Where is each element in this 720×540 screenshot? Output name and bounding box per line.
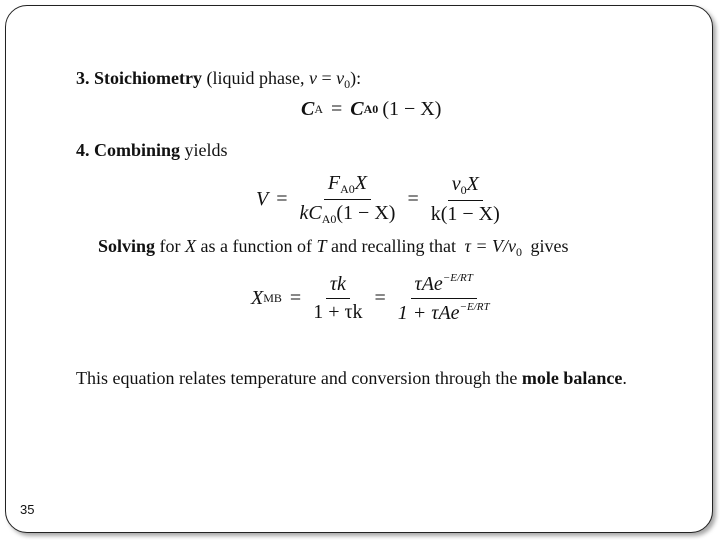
xmb-fraction-2 — [394, 272, 494, 325]
solving-line — [98, 236, 569, 260]
solving-t2: as a function of — [200, 236, 312, 256]
v-f1-den-b: (1 − X) — [336, 202, 396, 224]
page-number: 35 — [20, 502, 35, 517]
solving-t3: and recalling that — [331, 236, 456, 256]
xmb-f2-den-sup: −E/RT — [459, 301, 490, 313]
v-fraction-2 — [427, 173, 504, 226]
step3-line — [76, 68, 361, 92]
v-f2-num-sub: 0 — [460, 183, 467, 197]
step3-condition-lhs: v — [308, 68, 317, 88]
equation-xmb — [251, 272, 494, 325]
xmb-fraction-2-numerator — [411, 272, 477, 299]
ca-lhs-sub: A — [314, 102, 324, 116]
ca-equals: = — [331, 98, 343, 120]
v-fraction-2-denominator: k(1 − X) — [430, 203, 500, 225]
footer-bold: mole balance — [521, 368, 623, 388]
v-equals-2: = — [407, 188, 419, 210]
v-lhs: V — [256, 188, 269, 210]
xmb-equals-1: = — [289, 287, 302, 309]
step4-heading: Combining — [94, 140, 181, 160]
step3-condition-eq: = — [321, 68, 332, 88]
v-f2-num-b: X — [466, 173, 479, 195]
v-f2-num-a: v — [451, 173, 461, 195]
v-fraction-2-numerator — [448, 173, 483, 201]
xmb-fraction-1-denominator: 1 + τk — [313, 301, 363, 323]
ca-rhs-sub: A0 — [363, 102, 379, 116]
ca-tail: (1 − X) — [382, 98, 442, 120]
footer-sentence — [76, 368, 627, 389]
xmb-f2-num-sup: −E/RT — [442, 272, 473, 284]
slide — [5, 5, 713, 533]
solving-t4: gives — [530, 236, 569, 256]
solving-tau-sub: 0 — [516, 245, 523, 259]
solving-tau-equation: τ = V/v — [464, 236, 517, 256]
step3-condition-rhs-sub: 0 — [344, 77, 351, 91]
step3-note-open: (liquid phase, — [206, 68, 305, 88]
step4-tail: yields — [184, 140, 228, 160]
solving-t: T — [316, 236, 327, 256]
v-f1-num-a: F — [327, 172, 341, 194]
v-equals-1: = — [276, 188, 288, 210]
ca-rhs: C — [350, 98, 364, 120]
solving-x: X — [185, 236, 197, 256]
xmb-lhs-sub: MB — [263, 291, 282, 305]
step3-note-close: ): — [350, 68, 362, 88]
xmb-f2-den: 1 + τAe — [397, 302, 460, 324]
v-f1-num-b: X — [354, 172, 368, 194]
v-fraction-1-numerator — [324, 172, 371, 200]
v-fraction-1 — [296, 172, 400, 227]
xmb-lhs: X — [251, 287, 264, 309]
step3-number: 3. — [76, 68, 90, 88]
v-f1-den-sub: A0 — [321, 212, 337, 226]
v-f1-den-a: kC — [299, 202, 322, 224]
step4-line — [76, 140, 228, 161]
step3-heading: Stoichiometry — [94, 68, 202, 88]
xmb-f2-num: τAe — [414, 273, 443, 295]
xmb-fraction-2-denominator — [394, 299, 494, 325]
solving-t1: for — [159, 236, 181, 256]
ca-lhs: C — [301, 98, 315, 120]
v-f1-num-sub: A0 — [340, 182, 355, 196]
xmb-fraction-1-numerator: τk — [326, 273, 350, 299]
v-fraction-1-denominator — [296, 200, 400, 227]
step3-condition-rhs: v — [336, 68, 345, 88]
xmb-fraction-1 — [309, 273, 366, 324]
step4-number: 4. — [76, 140, 90, 160]
solving-bold: Solving — [98, 236, 156, 256]
equation-v — [256, 172, 504, 227]
footer-text: This equation relates temperature and conversion through the — [76, 368, 518, 388]
xmb-equals-2: = — [374, 287, 386, 309]
equation-ca — [301, 98, 441, 121]
footer-end: . — [622, 368, 627, 388]
